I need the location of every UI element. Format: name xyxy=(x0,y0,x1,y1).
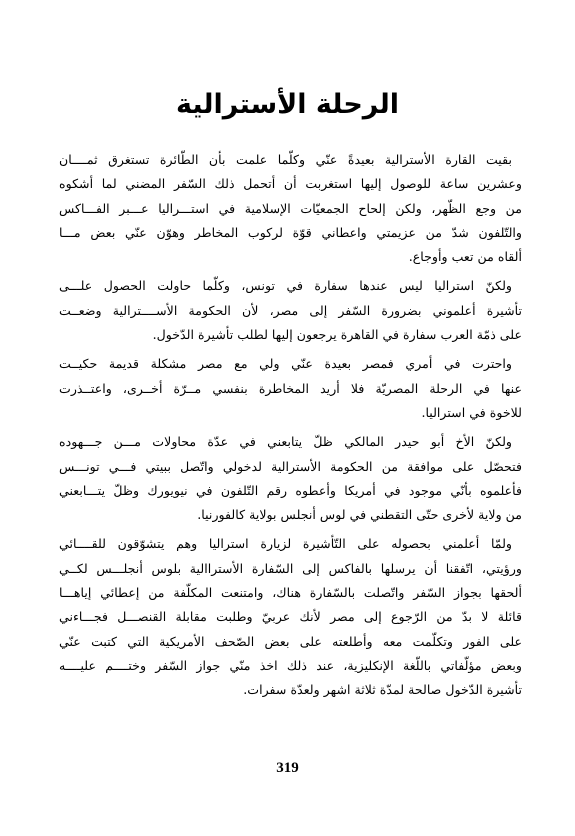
text-line: والتّلفون شدّ من عزيمتي واعطاني قوّة لركوب المخاطر وهوّن عنّي بعض مـــا xyxy=(59,224,522,240)
paragraph xyxy=(59,274,522,347)
page-number: 319 xyxy=(276,760,299,776)
text-line: ولمّا أعلمني بحصوله على التّأشيرة لزيارة استراليا وهم يتشوّقون للقــــائي xyxy=(59,536,512,552)
chapter-title: الرحلة الأسترالية xyxy=(176,89,399,120)
text-line: بقيت القارة الأسترالية بعيدةً عنّي وكلّما علمت بأن الطّائرة تستغرق ثمــــان xyxy=(59,152,512,167)
text-line: ألقاه من تعب وأوجاع. xyxy=(408,249,522,265)
text-line: للاخوة في استراليا. xyxy=(421,404,522,420)
text-line: من ولاية لأخرى حتّى التقطني في لوس أنجلس بولاية كالفورنيا. xyxy=(197,507,522,523)
text-line: عنها في الرحلة المصريّة فلا أريد المخاطرة بنفسي مــرّة أخــرى، واعتــذرت xyxy=(59,380,522,396)
paragraph xyxy=(59,532,522,702)
text-line: ورؤيتي، اتّفقنا أن يرسلها بالفاكس إلى السّفارة الأستراالية بلوس أنجلـــس لكــي xyxy=(59,560,522,576)
text-line: ولكنّ استراليا ليس عندها سفارة في تونس، وكلّما حاولت الحصول علـــى xyxy=(59,278,512,294)
text-line: ولكنّ الأخ أبو حيدر المالكي ظلّ يتابعني في عدّة محاولات مـــن جـــهوده xyxy=(59,434,512,450)
text-line: فتحصّل على موافقة من الحكومة الأسترالية لدخولي واتّصل ببيتي فـــي تونـــس xyxy=(59,458,522,474)
text-line: على ذمّة العرب سفارة في القاهرة يرجعون إليها لطلب تأشيرة الدّخول. xyxy=(152,327,522,343)
paragraph xyxy=(59,148,522,269)
text-line: وعشرين ساعة للوصول إليها استغربت أن أتحمل ذلك السّفر المضني لما أشكوه xyxy=(59,176,522,192)
text-line: وبعض مؤلّفاتي باللّغة الإنكليزية، عند ذلك اخذ منّي جواز السّفر وختــــم عليــــه xyxy=(59,657,522,673)
text-line: من وجع الظّهر، ولكن إلحاح الجمعيّات الإسلامية في استـــراليا عـــبر الفـــاكس xyxy=(59,200,522,216)
text-line: واحترت في أمري فمصر بعيدة عنّي ولي مع مصر مشكلة قديمة حكيــت xyxy=(59,356,512,372)
text-line: تأشيرة الدّخول صالحة لمدّة ثلاثة اشهر ولعدّة سفرات. xyxy=(243,682,522,698)
text-line: فأعلموه بأنّي موجود في أمريكا وأعطوه رقم التّلفون في نيويورك وظلّ يتـــابعني xyxy=(59,482,522,498)
paragraph xyxy=(59,352,522,425)
body-text xyxy=(59,148,522,708)
paragraph xyxy=(59,430,522,527)
text-line: على الفور وتكلّمت معه وأطلعته على بعض الصّحف الأمريكية التي كتبت عنّي xyxy=(59,633,522,649)
text-line: تأشيرة أعلموني بضرورة السّفر إلى مصر، لأن الحكومة الأســــترالية وضعــت xyxy=(59,302,522,318)
text-line: ألحقها بجواز السّفر واتّصلت بالسّفارة هناك، وامتنعت المكلّفة من إعطائي إياهـــا xyxy=(59,585,522,601)
text-line: قائلة لا بدّ من الرّجوع إلى مصر لأنك عربيّ وطلبت مقابلة القنصـــل فجـــاءني xyxy=(59,609,522,625)
